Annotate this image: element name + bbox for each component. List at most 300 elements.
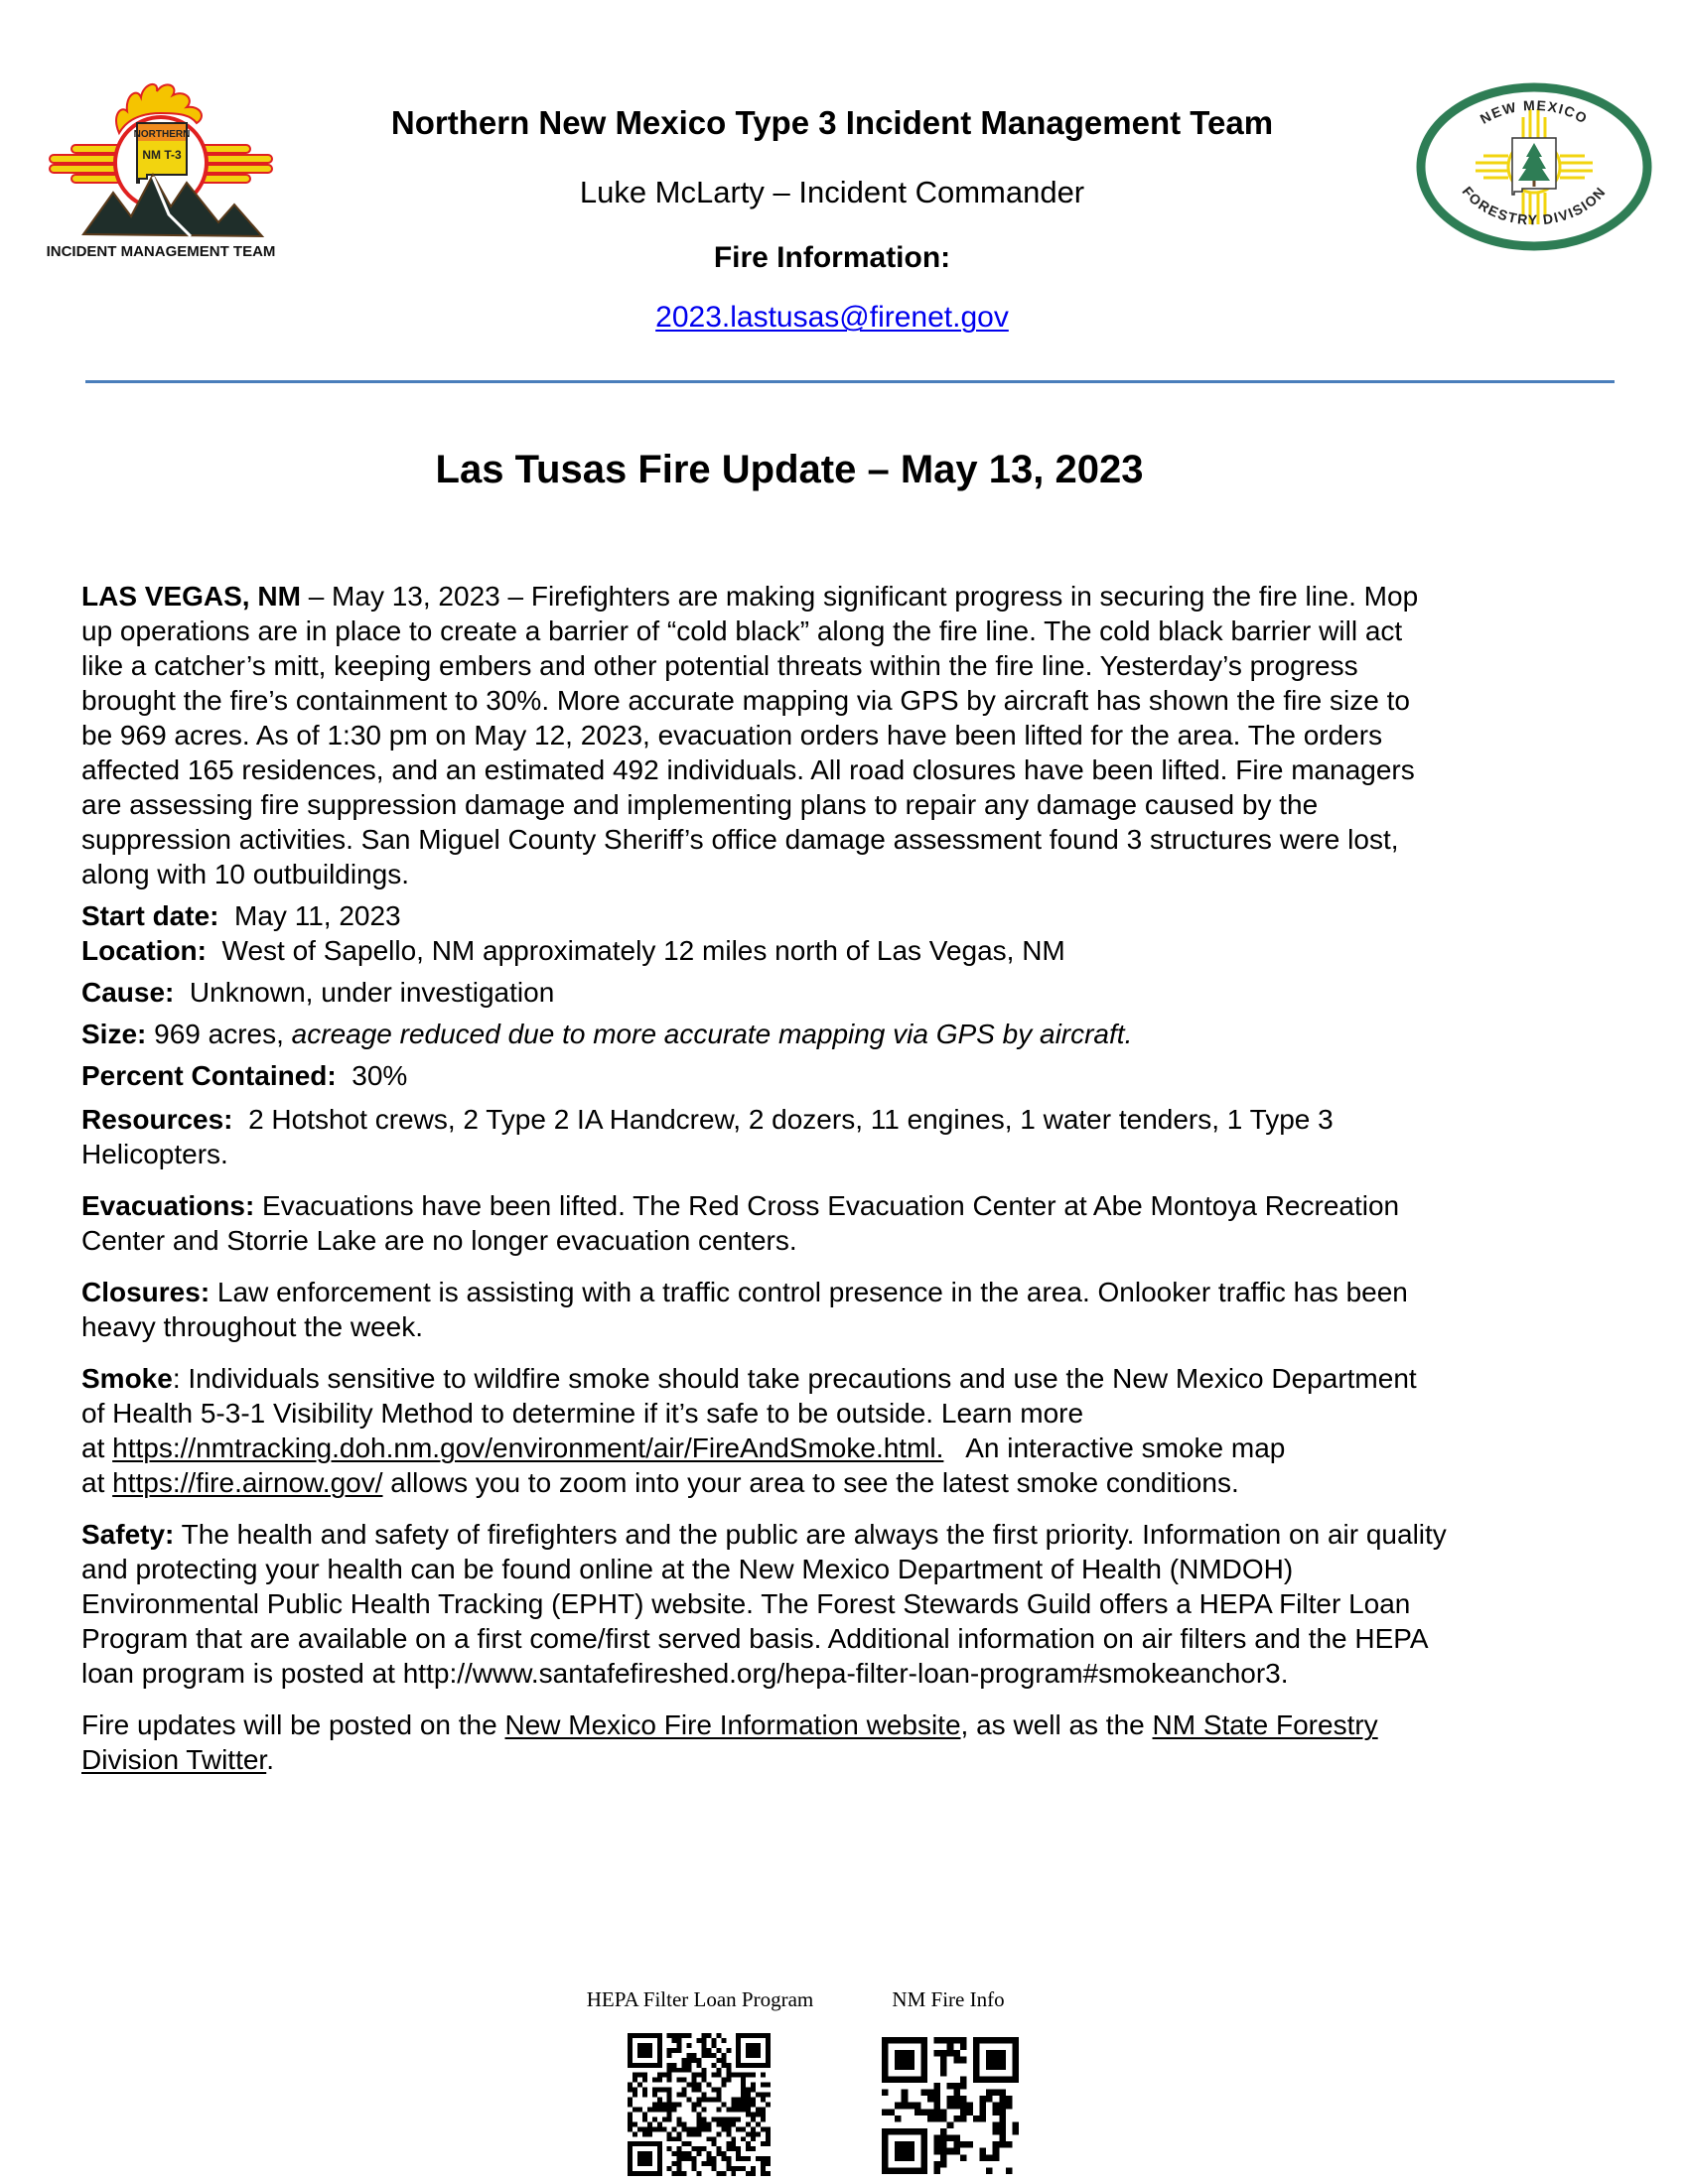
email-link[interactable]: 2023.lastusas@firenet.gov (655, 301, 1009, 334)
qr-module (741, 2107, 746, 2112)
qr-module (756, 2121, 761, 2126)
qr-module (940, 2063, 947, 2070)
qr-module (706, 2156, 711, 2161)
qr-module (726, 2048, 731, 2053)
qr-module (986, 2154, 993, 2161)
qr-module (677, 2151, 682, 2156)
closing-paragraph (81, 1707, 1630, 1777)
qr-module (721, 2121, 726, 2126)
qr-module (697, 2171, 702, 2176)
fact-safety (81, 1517, 1630, 1691)
qr-module (761, 2116, 766, 2121)
qr-module (716, 2088, 721, 2093)
qr-module (726, 2063, 731, 2068)
qr-module (652, 2107, 657, 2112)
qr-module (882, 2090, 889, 2097)
qr-module (741, 2098, 746, 2103)
qr-module (677, 2116, 682, 2121)
qr-module (667, 2033, 672, 2038)
qr-module (980, 2154, 987, 2161)
nm-forestry-twitter-link[interactable]: NM State Forestry (1152, 1709, 1378, 1740)
qr-module (721, 2083, 726, 2088)
qr-module (667, 2093, 672, 2098)
qr-module (652, 2126, 657, 2131)
qr-module (628, 2141, 633, 2176)
qr-module (761, 2112, 766, 2116)
fact-value: heavy throughout the week. (81, 1311, 424, 1342)
qr-module (960, 2154, 967, 2161)
qr-module (633, 2131, 637, 2136)
fire-information-label: Fire Information: (713, 241, 951, 274)
fact-value: 969 acres, (146, 1019, 292, 1049)
qr-module (647, 2131, 652, 2136)
qr-module (934, 2050, 941, 2057)
qr-module (633, 2073, 637, 2078)
qr-module (701, 2146, 706, 2151)
qr-module (677, 2121, 682, 2126)
qr-module (682, 2151, 687, 2156)
qr-module (692, 2078, 697, 2083)
qr-module (766, 2131, 771, 2136)
qr-module (766, 2136, 771, 2141)
qr-module (731, 2136, 736, 2141)
qr-module (741, 2166, 746, 2171)
qr-module (647, 2107, 652, 2112)
qr-module (706, 2053, 711, 2058)
qr-module (993, 2128, 1000, 2135)
fact-value: Individuals sensitive to wildfire smoke should take precautions and use the New Mexico Department (180, 1363, 1417, 1394)
qr-module (761, 2093, 766, 2098)
qr-module (667, 2112, 672, 2116)
nm-forestry-twitter-link[interactable]: Division Twitter (81, 1744, 267, 1775)
qr-module (726, 2146, 731, 2151)
text: at (81, 1433, 113, 1463)
qr-module (628, 2171, 662, 2176)
qr-module (687, 2053, 692, 2058)
qr-code-icon[interactable] (628, 2033, 771, 2176)
text: . (266, 1744, 274, 1775)
qr-module (628, 2141, 662, 2146)
qr-module (960, 2044, 967, 2051)
qr-code-icon[interactable] (882, 2037, 1019, 2174)
qr-module (882, 2109, 889, 2116)
qr-module (716, 2171, 721, 2176)
qr-module (716, 2068, 721, 2073)
qr-module (751, 2126, 756, 2131)
qr-module (667, 2063, 672, 2068)
qr-module (726, 2131, 731, 2136)
qr-module (766, 2161, 771, 2166)
qr-module (628, 2033, 633, 2068)
qr-module (889, 2109, 896, 2116)
qr-module (711, 2116, 716, 2121)
qr-module (761, 2156, 766, 2161)
qr-module (697, 2146, 702, 2151)
qr-module (756, 2156, 761, 2161)
qr-module (677, 2171, 682, 2176)
qr-module (726, 2156, 731, 2161)
qr-module (940, 2161, 947, 2168)
qr-module (947, 2148, 954, 2155)
qr-module (657, 2126, 662, 2131)
qr-module (751, 2116, 756, 2121)
qr-module (934, 2135, 941, 2142)
nm-fire-info-website-link[interactable]: New Mexico Fire Information website (504, 1709, 961, 1740)
intro-paragraph (81, 579, 1630, 891)
qr-module (642, 2073, 647, 2078)
qr-module (761, 2126, 766, 2131)
qr-module (637, 2107, 642, 2112)
qr-module (746, 2156, 751, 2161)
qr-module (716, 2048, 721, 2053)
qr-module (993, 2154, 1000, 2161)
qr-module (677, 2048, 682, 2053)
qr-module (706, 2033, 711, 2038)
qr-module (687, 2151, 692, 2156)
qr-module (940, 2109, 947, 2116)
qr-module (993, 2121, 1000, 2128)
qr-module (746, 2098, 751, 2103)
fact-value: Program that are available on a first come/first served basis. Additional information on air filters and the HEPA (81, 1623, 1429, 1654)
qr-module (692, 2053, 697, 2058)
qr-module (697, 2073, 702, 2078)
qr-module (692, 2107, 697, 2112)
qr-module (986, 2167, 993, 2174)
qr-module (736, 2146, 741, 2151)
fact-cause (81, 975, 1630, 1010)
qr-module (628, 2088, 633, 2093)
qr-module (716, 2098, 721, 2103)
qr-module (731, 2146, 736, 2151)
qr-module (980, 2116, 987, 2122)
intro-line: like a catcher’s mitt, keeping embers and other potential threats within the fire line. Yesterday’s progress (81, 650, 1358, 681)
fact-smoke (81, 1361, 1630, 1500)
text: at (81, 1467, 113, 1498)
qr-module (736, 2116, 741, 2121)
qr-module (726, 2107, 731, 2112)
qr-module (667, 2098, 672, 2103)
qr-module (731, 2166, 736, 2171)
qr-module (677, 2156, 682, 2161)
qr-module (692, 2073, 697, 2078)
qr-module (726, 2116, 731, 2121)
qr-module (662, 2103, 667, 2108)
qr-module (701, 2121, 706, 2126)
qr-module (726, 2166, 731, 2171)
qr-module (672, 2126, 677, 2131)
qr-module (657, 2033, 662, 2068)
qr-module (761, 2166, 766, 2171)
qr-module (701, 2107, 706, 2112)
qr-module (672, 2048, 677, 2053)
fact-value: 30% (336, 1060, 408, 1091)
qr-module (751, 2103, 756, 2108)
qr-module (721, 2038, 726, 2043)
qr-module (667, 2116, 672, 2121)
qr-module (687, 2131, 692, 2136)
qr-module (687, 2083, 692, 2088)
fact-label: Size: (81, 1019, 147, 1049)
qr-module (692, 2161, 697, 2166)
qr-module (766, 2141, 771, 2146)
qr-module (953, 2096, 960, 2103)
fact-label: Cause: (81, 977, 175, 1008)
nm-t3-imt-logo (42, 66, 280, 260)
qr-module (882, 2037, 889, 2083)
qr-module (711, 2166, 716, 2171)
qr-module (628, 2098, 633, 2103)
qr-module (761, 2107, 766, 2112)
qr-module (960, 2083, 967, 2090)
qr-module (677, 2043, 682, 2048)
qr-module (947, 2083, 954, 2090)
qr-module (731, 2098, 736, 2103)
qr-module (882, 2037, 927, 2044)
qr-module (692, 2156, 697, 2161)
fact-closures (81, 1275, 1630, 1344)
qr-module (633, 2078, 637, 2083)
qr-module (953, 2141, 960, 2148)
qr-module (741, 2093, 746, 2098)
qr-module (934, 2161, 941, 2168)
qr-module (920, 2090, 927, 2097)
qr-module (633, 2107, 637, 2112)
qr-module (993, 2109, 1000, 2116)
qr-module (721, 2103, 726, 2108)
qr-module (706, 2136, 711, 2141)
qr-module (682, 2058, 687, 2063)
qr-module (628, 2103, 633, 2108)
qr-module (882, 2128, 927, 2135)
qr-module (642, 2116, 647, 2121)
intro-line: be 969 acres. As of 1:30 pm on May 12, 2023, evacuation orders have been lifted for the area. The orders (81, 720, 1383, 751)
qr-module (882, 2076, 927, 2083)
qr-module (731, 2103, 736, 2108)
qr-module (761, 2073, 766, 2078)
qr-module (637, 2083, 642, 2088)
svg-text:NM T-3: NM T-3 (142, 148, 182, 162)
intro-line (81, 579, 1630, 614)
nmtracking-link[interactable]: https://nmtracking.doh.nm.gov/environment/air/FireAndSmoke.html. (112, 1433, 944, 1463)
qr-module (692, 2126, 697, 2131)
qr-module (953, 2135, 960, 2142)
qr-module (980, 2109, 987, 2116)
qr-module (721, 2063, 726, 2068)
qr-module (731, 2121, 736, 2126)
qr-module (741, 2088, 746, 2093)
qr-module (701, 2033, 706, 2038)
fact-location (81, 933, 1630, 968)
svg-text:NORTHERN: NORTHERN (133, 129, 191, 140)
qr-module (652, 2116, 657, 2121)
document-title: Las Tusas Fire Update – May 13, 2023 (435, 448, 1144, 491)
qr-module (706, 2161, 711, 2166)
qr-module (677, 2166, 682, 2171)
qr-module (706, 2048, 711, 2053)
qr-module (682, 2171, 687, 2176)
qr-module (706, 2126, 711, 2131)
qr-module (960, 2103, 967, 2110)
qr-module (746, 2093, 751, 2098)
qr-module (667, 2166, 672, 2171)
qr-module (746, 2121, 751, 2126)
qr-module (701, 2043, 706, 2048)
fact-label: Percent Contained: (81, 1060, 337, 1091)
fact-value: Helicopters. (81, 1139, 228, 1169)
qr-module (993, 2090, 1000, 2097)
qr-module (960, 2141, 967, 2148)
qr-module (751, 2083, 756, 2088)
qr-module (677, 2038, 682, 2043)
qr-module (657, 2088, 662, 2093)
qr-module (697, 2116, 702, 2121)
qr-module (973, 2037, 1019, 2044)
qr-module (697, 2103, 702, 2108)
intro-text: – May 13, 2023 – Firefighters are making significant progress in securing the fire line. Mop (300, 581, 1419, 612)
qr-module (637, 2043, 652, 2058)
qr-module (687, 2068, 692, 2073)
qr-module (628, 2116, 633, 2121)
qr-module (711, 2038, 716, 2043)
qr-module (746, 2043, 761, 2058)
qr-module (657, 2073, 662, 2078)
qr-module (711, 2161, 716, 2166)
qr-module (692, 2083, 697, 2088)
qr-module (647, 2121, 652, 2126)
qr-module (701, 2161, 706, 2166)
qr-module (934, 2167, 941, 2174)
qr-module (706, 2083, 711, 2088)
qr-module (701, 2126, 706, 2131)
qr-module (999, 2103, 1006, 2110)
qr-module (993, 2103, 1000, 2110)
qr-module (736, 2151, 741, 2156)
qr-module (726, 2068, 731, 2073)
qr-module (902, 2103, 909, 2110)
qr-module (692, 2146, 697, 2151)
qr-module (927, 2116, 934, 2122)
qr-module (642, 2078, 647, 2083)
qr-module (701, 2098, 706, 2103)
qr-module (746, 2131, 751, 2136)
qr-module (980, 2148, 987, 2155)
qr-module (657, 2103, 662, 2108)
fact-value: 2 Hotshot crews, 2 Type 2 IA Handcrew, 2 dozers, 11 engines, 1 water tenders, 1 Type 3 (232, 1104, 1334, 1135)
qr-module (726, 2126, 731, 2131)
qr-module (1012, 2121, 1019, 2128)
qr-module (711, 2073, 716, 2078)
qr-module (697, 2121, 702, 2126)
qr-module (667, 2073, 672, 2078)
qr-module (711, 2141, 716, 2146)
qr-module (920, 2037, 927, 2083)
fact-evacuations (81, 1188, 1630, 1258)
intro-line: suppression activities. San Miguel County Sheriff’s office damage assessment found 3 structures were lost, (81, 824, 1399, 855)
qr-module (642, 2131, 647, 2136)
qr-module (716, 2146, 721, 2151)
qr-module (999, 2116, 1006, 2122)
qr-module (731, 2073, 736, 2078)
qr-module (966, 2103, 973, 2110)
qr-module (677, 2078, 682, 2083)
qr-module (761, 2083, 766, 2088)
qr-module (642, 2112, 647, 2116)
qr-module (726, 2078, 731, 2083)
qr-module (927, 2109, 934, 2116)
qr-module (766, 2083, 771, 2088)
qr-module (736, 2126, 741, 2131)
qr-module (746, 2088, 751, 2093)
qr-module (701, 2073, 706, 2078)
qr-module (672, 2103, 677, 2108)
airnow-link[interactable]: https://fire.airnow.gov/ (112, 1467, 383, 1498)
qr-module (940, 2154, 947, 2161)
fact-value: Unknown, under investigation (174, 977, 555, 1008)
qr-module (721, 2116, 726, 2121)
fact-label: Location: (81, 935, 207, 966)
qr-module (701, 2116, 706, 2121)
intro-line: affected 165 residences, and an estimated 492 individuals. All road closures have been lifted. Fire managers (81, 754, 1415, 785)
fact-value: loan program is posted at http://www.santafefireshed.org/hepa-filter-loan-program#smokeanchor3. (81, 1658, 1289, 1689)
qr-module (751, 2088, 756, 2093)
qr-module (947, 2121, 954, 2128)
qr-module (940, 2141, 947, 2148)
qr-module (736, 2063, 771, 2068)
qr-module (934, 2116, 941, 2122)
qr-module (711, 2156, 716, 2161)
qr-module (687, 2058, 692, 2063)
imt-caption: INCIDENT MANAGEMENT TEAM (46, 243, 276, 260)
qr-module (682, 2068, 687, 2073)
qr-module (711, 2088, 716, 2093)
qr-module (914, 2109, 921, 2116)
header-divider (85, 380, 1615, 383)
qr-module (940, 2148, 947, 2155)
fact-value: The health and safety of firefighters and the public are always the first priority. Information on air quality (174, 1519, 1447, 1550)
fact-label: Start date: (81, 900, 219, 931)
qr-module (721, 2156, 726, 2161)
qr-module (692, 2103, 697, 2108)
qr-module (706, 2151, 711, 2156)
qr-module (986, 2096, 993, 2103)
qr-module (687, 2098, 692, 2103)
qr-module (667, 2146, 672, 2151)
qr-module (746, 2171, 751, 2176)
fact-value: and protecting your health can be found online at the New Mexico Department of Health (NMDOH) (81, 1554, 1294, 1584)
qr-module (953, 2103, 960, 2110)
qr-module (731, 2107, 736, 2112)
qr-module (682, 2126, 687, 2131)
qr-module (667, 2078, 672, 2083)
qr-module (953, 2050, 960, 2057)
qr-module (628, 2121, 633, 2126)
qr-module (628, 2083, 633, 2088)
qr-module (701, 2078, 706, 2083)
qr-module (657, 2078, 662, 2083)
qr-module (701, 2048, 706, 2053)
qr-module (721, 2058, 726, 2063)
qr-module (667, 2088, 672, 2093)
qr-module (652, 2093, 657, 2098)
qr-module (711, 2053, 716, 2058)
qr-module (711, 2043, 716, 2048)
qr-module (633, 2121, 637, 2126)
incident-commander: Luke McLarty – Incident Commander (579, 175, 1085, 209)
qr-module (761, 2098, 766, 2103)
fact-value: May 11, 2023 (218, 900, 401, 931)
qr-module (637, 2126, 642, 2131)
qr-module (721, 2078, 726, 2083)
